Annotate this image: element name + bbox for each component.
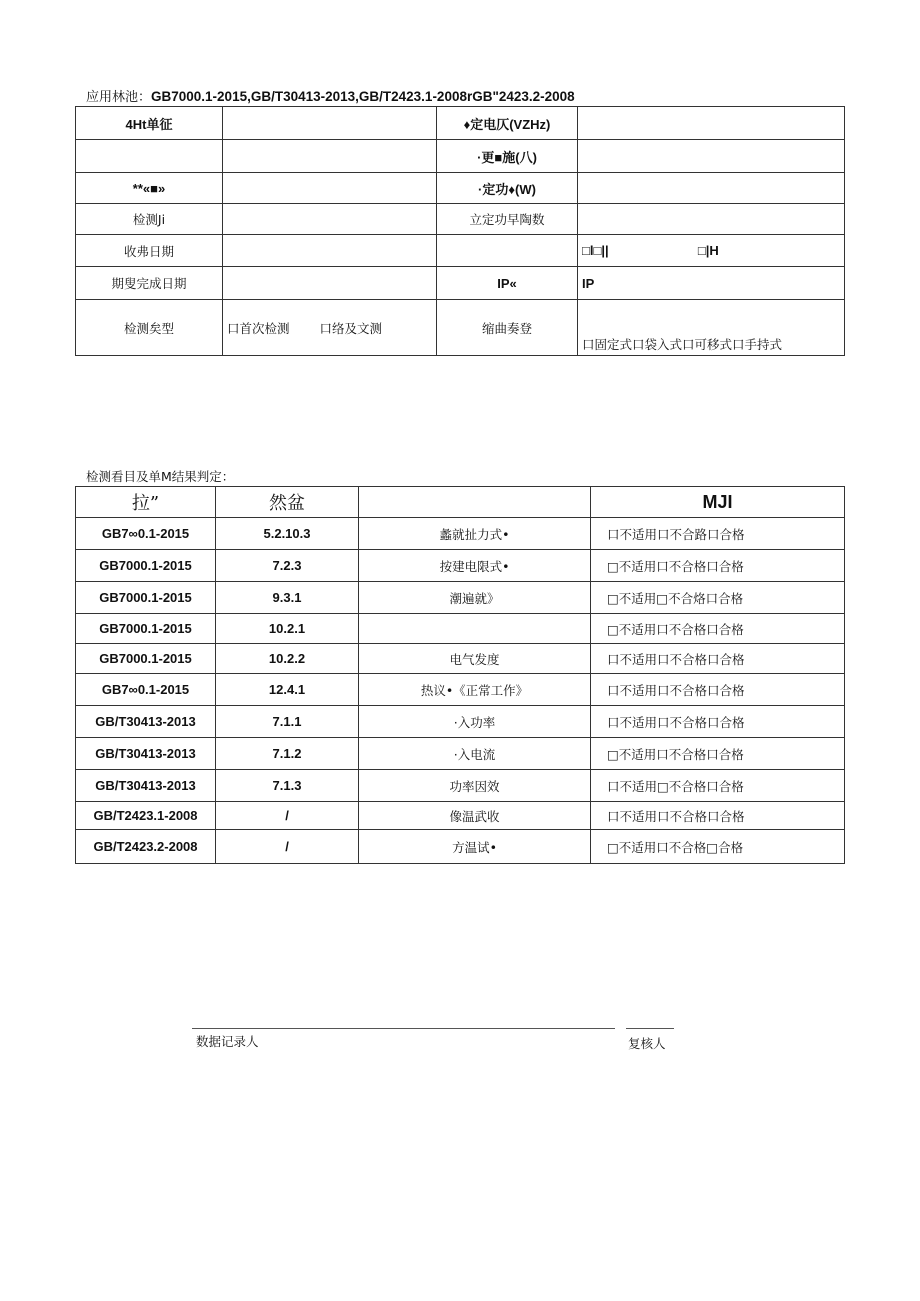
test-item-cell — [359, 614, 591, 644]
info-label — [76, 140, 223, 173]
clause-cell: / — [216, 802, 359, 830]
info-label — [437, 235, 578, 267]
info-value — [578, 140, 845, 173]
test-item-cell: 功率因效 — [359, 770, 591, 802]
info-row — [76, 300, 845, 356]
info-label: ♦定电仄(VZHz) — [437, 107, 578, 140]
result-options[interactable]: □不适用口不合格口合格 — [591, 738, 845, 770]
column-header: 拉” — [76, 487, 216, 518]
info-value — [223, 107, 437, 140]
info-value — [223, 140, 437, 173]
info-label: 4Ht单征 — [76, 107, 223, 140]
results-header-row — [76, 487, 845, 518]
clause-cell: 10.2.2 — [216, 644, 359, 674]
standard-cell: GB7000.1-2015 — [76, 644, 216, 674]
info-label: 收弗日期 — [76, 235, 223, 267]
info-label: **«■» — [76, 173, 223, 204]
result-options[interactable]: 口不适用口不合格口合格 — [591, 706, 845, 738]
test-item-cell: 蠡就扯力式• — [359, 518, 591, 550]
installation-type-options[interactable]: 口固定式口袋入式口可移式口手持式 — [578, 300, 845, 356]
result-options[interactable]: 口不适用口不合格口合格 — [591, 802, 845, 830]
recorder-label: 数据记录人 — [196, 1034, 259, 1049]
column-header — [359, 487, 591, 518]
reviewer-signature-line — [626, 1028, 674, 1029]
result-options[interactable]: □不适用口不合格□合格 — [591, 830, 845, 864]
standard-cell: GB/T30413-2013 — [76, 770, 216, 802]
info-value-part: □l□|| — [582, 243, 609, 258]
test-item-cell: 像温武收 — [359, 802, 591, 830]
clause-cell: / — [216, 830, 359, 864]
info-row — [76, 204, 845, 235]
result-options[interactable]: 口不适用口不合格口合格 — [591, 674, 845, 706]
standard-cell: GB/T30413-2013 — [76, 706, 216, 738]
standard-cell: GB7000.1-2015 — [76, 550, 216, 582]
applicable-standards — [86, 86, 575, 105]
info-value — [578, 204, 845, 235]
standard-cell: GB7000.1-2015 — [76, 582, 216, 614]
info-label: 立定功早陶数 — [437, 204, 578, 235]
clause-cell: 10.2.1 — [216, 614, 359, 644]
info-label: ·更■施(八) — [437, 140, 578, 173]
standards-label: 应用林池： — [86, 90, 152, 105]
info-row — [76, 107, 845, 140]
result-row — [76, 830, 845, 864]
info-row — [76, 140, 845, 173]
info-value — [223, 204, 437, 235]
test-results-table — [75, 486, 845, 864]
result-options[interactable]: 口不适用口不合格口合格 — [591, 644, 845, 674]
clause-cell: 9.3.1 — [216, 582, 359, 614]
info-label: 检测矣型 — [76, 300, 223, 356]
result-options[interactable]: □不适用口不合格口合格 — [591, 550, 845, 582]
clause-cell: 7.1.3 — [216, 770, 359, 802]
test-item-cell: 潮遍就》 — [359, 582, 591, 614]
test-type-options — [223, 300, 437, 356]
result-row — [76, 738, 845, 770]
standard-cell: GB/T30413-2013 — [76, 738, 216, 770]
info-value — [223, 173, 437, 204]
ip-value: IP — [578, 267, 845, 300]
info-label: 期叟完成日期 — [76, 267, 223, 300]
standard-cell: GB7000.1-2015 — [76, 614, 216, 644]
standard-cell: GB/T2423.1-2008 — [76, 802, 216, 830]
result-options[interactable]: 口不适用口不合路口合格 — [591, 518, 845, 550]
result-row — [76, 550, 845, 582]
result-row — [76, 518, 845, 550]
info-value — [578, 173, 845, 204]
reviewer-label: 复核人 — [628, 1036, 666, 1051]
column-header: 然盆 — [216, 487, 359, 518]
recorder-signature-line — [192, 1028, 615, 1029]
result-row — [76, 614, 845, 644]
info-label: 检测Ji — [76, 204, 223, 235]
sample-info-table — [75, 106, 845, 356]
clause-cell: 5.2.10.3 — [216, 518, 359, 550]
section-title: 检测看目及单M结果判定： — [86, 469, 235, 484]
result-row — [76, 706, 845, 738]
info-label: ·定功♦(W) — [437, 173, 578, 204]
info-row — [76, 173, 845, 204]
standard-cell: GB7∞0.1-2015 — [76, 518, 216, 550]
clause-cell: 7.2.3 — [216, 550, 359, 582]
column-header: MJI — [591, 487, 845, 518]
standards-list: GB7000.1-2015,GB/T30413-2013,GB/T2423.1-2008rGB"2423.2-2008 — [151, 89, 575, 104]
first-test-checkbox[interactable]: 口首次检测 — [227, 320, 290, 336]
info-label: 缩曲奏登 — [437, 300, 578, 356]
test-item-cell: 热议•《正常工作》 — [359, 674, 591, 706]
clause-cell: 7.1.1 — [216, 706, 359, 738]
test-item-cell: 电气发度 — [359, 644, 591, 674]
test-item-cell: 按建电限式• — [359, 550, 591, 582]
info-value — [223, 267, 437, 300]
clause-cell: 12.4.1 — [216, 674, 359, 706]
info-row — [76, 267, 845, 300]
test-item-cell: ·入电流 — [359, 738, 591, 770]
test-item-cell: 方温试• — [359, 830, 591, 864]
clause-cell: 7.1.2 — [216, 738, 359, 770]
result-row — [76, 674, 845, 706]
result-row — [76, 582, 845, 614]
result-row — [76, 770, 845, 802]
test-item-cell: ·入功率 — [359, 706, 591, 738]
retest-checkbox[interactable]: 口络及文测 — [319, 320, 382, 336]
result-options[interactable]: □不适用□不合烙口合格 — [591, 582, 845, 614]
info-value-part: □|H — [697, 243, 719, 258]
result-row — [76, 802, 845, 830]
standard-cell: GB7∞0.1-2015 — [76, 674, 216, 706]
standard-cell: GB/T2423.2-2008 — [76, 830, 216, 864]
info-value — [223, 235, 437, 267]
result-options[interactable]: 口不适用□不合格口合格 — [591, 770, 845, 802]
info-row — [76, 235, 845, 267]
info-label: IP« — [437, 267, 578, 300]
result-row — [76, 644, 845, 674]
info-value — [578, 235, 845, 267]
result-options[interactable]: □不适用口不合格口合格 — [591, 614, 845, 644]
info-value — [578, 107, 845, 140]
